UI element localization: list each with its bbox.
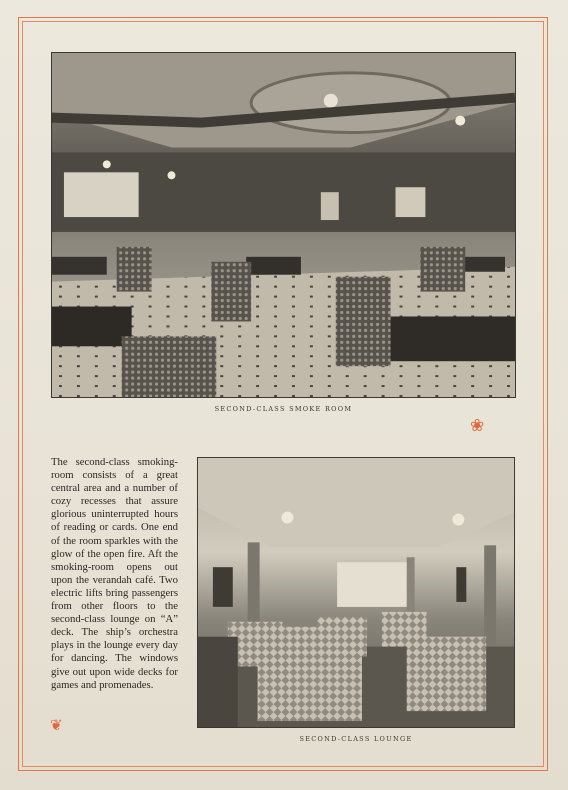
line-logo-icon: ❀ — [470, 416, 485, 436]
line-logo-icon: ❦ — [50, 716, 63, 734]
smoke-room-photo — [51, 52, 516, 398]
lounge-photo — [197, 457, 515, 728]
body-paragraph: The second-class smoking-room consists of a great central area and a number of cozy recesses that assure glorious uninterrupted hours of reading or cards. One end of the room sparkles with the glow of the open fire. Aft the smoking-room opens out upon the verandah café. Two electric lifts bring passengers from other floors to the second-class lounge on “A” deck. The ship’s orchestra plays in the lounge every day for dancing. The windows give out upon wide decks for games and promenades. — [51, 456, 178, 691]
smoke-room-caption: SECOND-CLASS SMOKE ROOM — [214, 405, 353, 413]
lounge-caption: SECOND-CLASS LOUNGE — [299, 735, 413, 743]
